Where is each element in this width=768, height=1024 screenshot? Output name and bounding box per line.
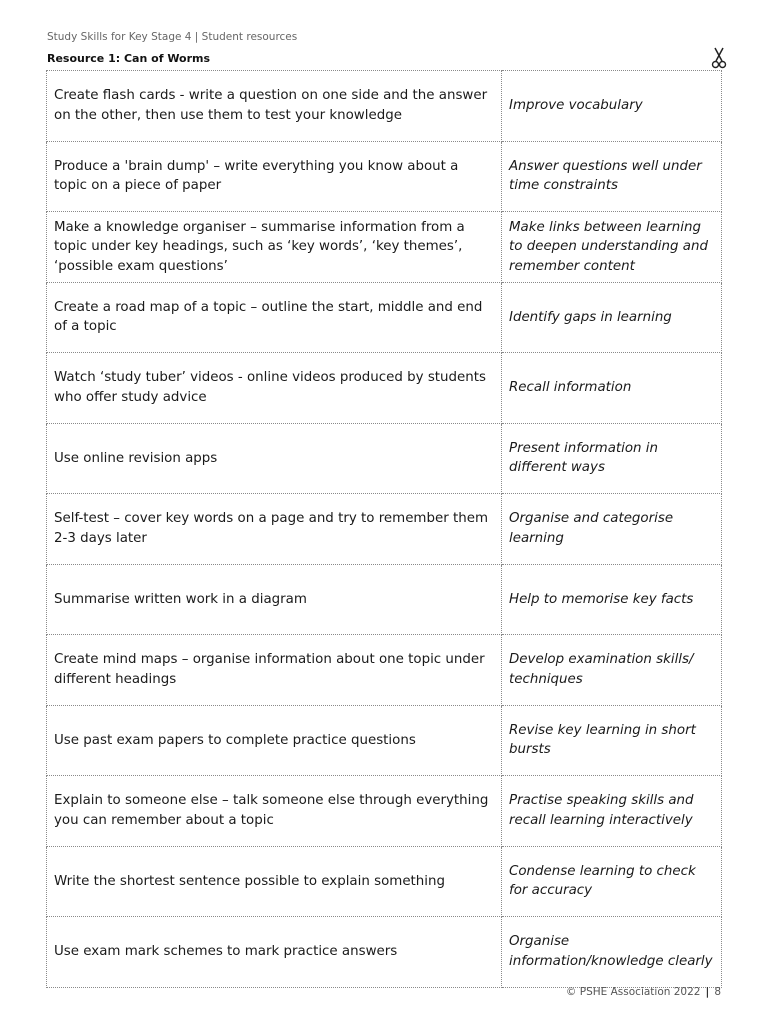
card-row	[47, 71, 722, 142]
revision-method-cell: Use exam mark schemes to mark practice answers	[47, 917, 502, 988]
card-rows	[47, 71, 722, 988]
learning-outcome-cell: Revise key learning in short bursts	[502, 705, 722, 776]
card-row	[47, 564, 722, 635]
learning-outcome-cell: Develop examination skills/ techniques	[502, 635, 722, 706]
card-row	[47, 846, 722, 917]
footer-separator: |	[705, 986, 710, 998]
card-row	[47, 212, 722, 283]
revision-method-cell: Summarise written work in a diagram	[47, 564, 502, 635]
revision-method-cell: Create flash cards - write a question on one side and the answer on the other, then use them to test your knowledge	[47, 71, 502, 142]
revision-method-cell: Make a knowledge organiser – summarise information from a topic under key headings, such as ‘key words’, ‘key themes’, ‘possible exam questions’	[47, 212, 502, 283]
revision-method-cell: Create mind maps – organise information about one topic under different headings	[47, 635, 502, 706]
copyright-text: © PSHE Association 2022	[565, 986, 701, 998]
scissors-icon	[711, 47, 727, 69]
learning-outcome-cell: Organise information/knowledge clearly	[502, 917, 722, 988]
revision-method-cell: Use past exam papers to complete practice questions	[47, 705, 502, 776]
revision-method-cell: Produce a 'brain dump' – write everything you know about a topic on a piece of paper	[47, 141, 502, 212]
card-row	[47, 776, 722, 847]
learning-outcome-cell: Condense learning to check for accuracy	[502, 846, 722, 917]
revision-method-cell: Self-test – cover key words on a page and try to remember them 2-3 days later	[47, 494, 502, 565]
learning-outcome-cell: Make links between learning to deepen understanding and remember content	[502, 212, 722, 283]
learning-outcome-cell: Organise and categorise learning	[502, 494, 722, 565]
page-number: 8	[714, 986, 721, 998]
learning-outcome-cell: Identify gaps in learning	[502, 282, 722, 353]
revision-method-cell: Explain to someone else – talk someone else through everything you can remember about a topic	[47, 776, 502, 847]
learning-outcome-cell: Answer questions well under time constraints	[502, 141, 722, 212]
card-row	[47, 635, 722, 706]
revision-method-cell: Write the shortest sentence possible to explain something	[47, 846, 502, 917]
learning-outcome-cell: Help to memorise key facts	[502, 564, 722, 635]
card-row	[47, 282, 722, 353]
card-row	[47, 141, 722, 212]
revision-method-cell: Use online revision apps	[47, 423, 502, 494]
document-header: Study Skills for Key Stage 4 | Student resources	[47, 31, 298, 43]
resource-title: Resource 1: Can of Worms	[47, 52, 211, 65]
learning-outcome-cell: Present information in different ways	[502, 423, 722, 494]
card-row	[47, 423, 722, 494]
revision-method-cell: Watch ‘study tuber’ videos - online videos produced by students who offer study advice	[47, 353, 502, 424]
card-row	[47, 494, 722, 565]
learning-outcome-cell: Improve vocabulary	[502, 71, 722, 142]
revision-method-cell: Create a road map of a topic – outline the start, middle and end of a topic	[47, 282, 502, 353]
page-footer	[566, 986, 721, 998]
worms-card-table	[46, 70, 722, 988]
card-row	[47, 705, 722, 776]
learning-outcome-cell: Practise speaking skills and recall learning interactively	[502, 776, 722, 847]
card-row	[47, 353, 722, 424]
learning-outcome-cell: Recall information	[502, 353, 722, 424]
card-row	[47, 917, 722, 988]
